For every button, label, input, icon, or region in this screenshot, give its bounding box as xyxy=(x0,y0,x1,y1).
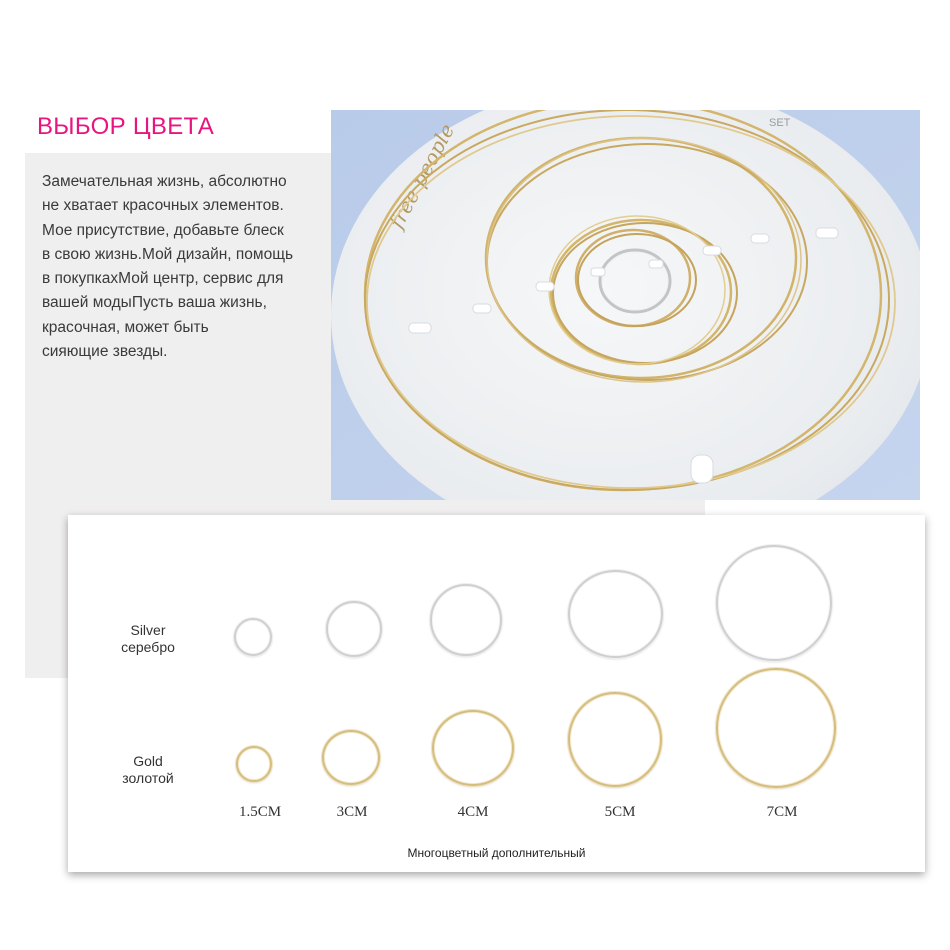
gold-hoop-3cm xyxy=(322,730,380,785)
silver-hoop-7cm xyxy=(716,545,832,661)
silver-hoop-3cm xyxy=(326,601,382,657)
card-script-text: free people xyxy=(384,119,460,233)
color-choice-heading: ВЫБОР ЦВЕТА xyxy=(37,113,215,140)
size-label-7cm: 7CM xyxy=(766,804,798,820)
description-text: Замечательная жизнь, абсолютно не хватает красочных элементов. Мое присутствие, добавьте блеск в свою жизнь.Мой дизайн, помощь в покупкахМой центр, сервис для вашей модыПусть ваша жизнь, красочная, может быть сияющие звезды. xyxy=(42,173,294,361)
silver-label-ru: серебро xyxy=(121,639,175,655)
size-label-1-5cm: 1.5CM xyxy=(238,804,282,820)
gold-hoop-4cm xyxy=(432,710,514,786)
silver-hoop-4cm xyxy=(430,584,502,656)
silver-label-en: Silver xyxy=(130,622,166,638)
size-label-3cm: 3CM xyxy=(336,804,368,820)
gold-hoop-5cm xyxy=(568,692,662,787)
gold-label-ru: золотой xyxy=(122,770,174,786)
size-chart-card xyxy=(68,515,925,872)
card-set-text: SET xyxy=(769,117,791,129)
size-label-4cm: 4CM xyxy=(457,804,489,820)
gold-hoop-1-5cm xyxy=(236,746,272,782)
gold-hoop-7cm xyxy=(716,668,836,788)
multicolor-footnote: Многоцветный дополнительный xyxy=(407,846,586,860)
size-label-5cm: 5CM xyxy=(604,804,636,820)
gold-row-label xyxy=(93,753,203,787)
gold-label-en: Gold xyxy=(133,753,163,769)
silver-hoop-1-5cm xyxy=(234,618,272,656)
silver-row-label xyxy=(93,622,203,656)
hoop-earrings-photo xyxy=(331,110,920,500)
silver-hoop-5cm xyxy=(568,570,663,658)
product-photo xyxy=(331,110,920,500)
